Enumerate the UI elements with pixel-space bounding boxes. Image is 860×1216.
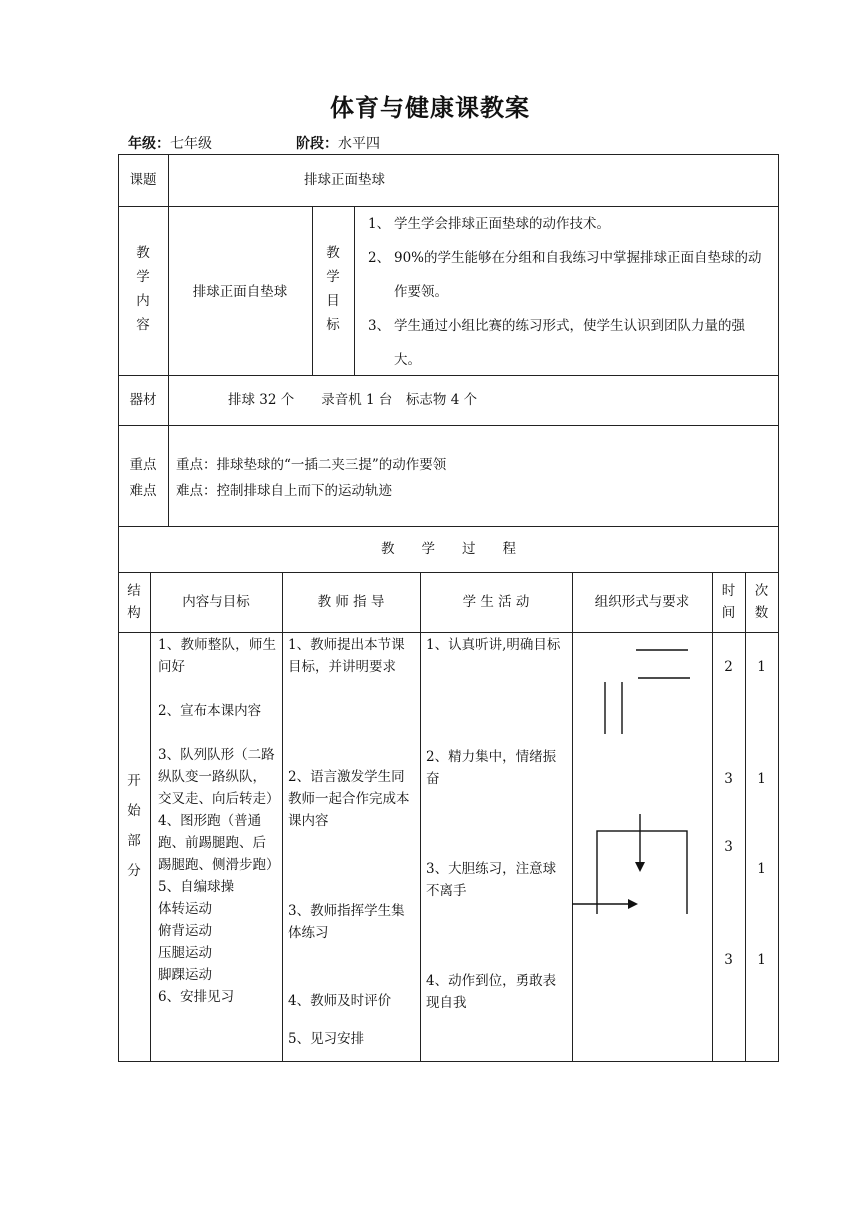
difficult-label: 难点 — [129, 483, 157, 499]
student-item: 2、精力集中，情绪振奋 — [426, 749, 557, 787]
count-value: 1 — [757, 952, 766, 968]
goals-label — [312, 241, 354, 337]
content-column — [158, 634, 280, 1008]
time-value: 2 — [724, 659, 733, 675]
goals-label-char: 教 — [326, 245, 340, 261]
header-time — [712, 580, 745, 624]
count-value: 1 — [757, 659, 766, 675]
grade-label: 年级： — [128, 136, 170, 152]
grade-value: 七年级 — [170, 136, 212, 152]
header-teacher: 教 师 指 导 — [317, 594, 385, 610]
header-count-text: 次数 — [754, 583, 769, 621]
grade-line — [128, 133, 212, 153]
stage-label: 阶段： — [296, 136, 338, 152]
rule — [150, 572, 151, 1062]
topic-value: 排球正面垫球 — [304, 172, 385, 188]
goal-text: 90%的学生能够在分组和自我练习中掌握排球正面自垫球的动作要领。 — [394, 250, 762, 300]
header-count — [745, 580, 778, 624]
goal-item — [368, 207, 770, 241]
content-label-char: 学 — [136, 269, 150, 285]
content-item: 4、图形跑（普通跑、前踢腿跑、后踢腿跑、侧滑步跑） — [158, 813, 280, 873]
rule — [118, 154, 779, 155]
content-item: 俯背运动 — [158, 923, 212, 939]
section-label-char: 开 — [127, 773, 141, 789]
content-value: 排球正面自垫球 — [192, 284, 288, 300]
header-structure-text: 结构 — [127, 583, 141, 621]
stage-value: 水平四 — [338, 136, 380, 152]
topic-label: 课题 — [129, 172, 157, 188]
count-value: 1 — [757, 771, 766, 787]
rule — [712, 572, 713, 1062]
content-item: 2、宣布本课内容 — [158, 703, 262, 719]
section-label-char: 部 — [127, 833, 141, 849]
key-point: 重点：排球垫球的“一插二夹三提”的动作要领 — [176, 457, 447, 473]
run-arrow-head — [628, 899, 638, 909]
field-box — [597, 831, 687, 914]
teacher-item: 5、见习安排 — [288, 1031, 365, 1047]
goal-item — [368, 241, 770, 309]
content-item: 6、安排见习 — [158, 989, 235, 1005]
content-item: 体转运动 — [158, 901, 212, 917]
keypoints-values — [176, 452, 446, 504]
teacher-item: 1、教师提出本节课目标，并讲明要求 — [288, 637, 405, 675]
content-label-char: 内 — [136, 293, 150, 309]
section-label-char: 分 — [127, 863, 141, 879]
time-value: 3 — [724, 771, 733, 787]
stage-line — [296, 133, 380, 153]
content-item: 5、自编球操 — [158, 879, 235, 895]
organization-diagram — [572, 634, 712, 914]
section-label-char: 始 — [127, 803, 141, 819]
goal-number: 2、 — [368, 250, 391, 266]
rule — [118, 425, 779, 426]
goal-number: 3、 — [368, 318, 391, 334]
teacher-item: 4、教师及时评价 — [288, 993, 392, 1009]
header-student: 学 生 活 动 — [462, 594, 530, 610]
goals-list — [368, 207, 770, 377]
rule — [168, 154, 169, 526]
goals-label-char: 学 — [326, 269, 340, 285]
student-item: 1、认真听讲,明确目标 — [426, 637, 561, 653]
key-label: 重点 — [129, 457, 157, 473]
time-value: 3 — [724, 839, 733, 855]
rule — [354, 206, 355, 375]
header-organization: 组织形式与要求 — [594, 594, 690, 610]
teacher-column — [288, 634, 416, 1050]
header-content: 内容与目标 — [182, 594, 250, 610]
rule — [118, 632, 779, 633]
content-item: 3、队列队形（二路纵队变一路纵队，交叉走、向后转走） — [158, 747, 280, 807]
content-label-char: 教 — [136, 245, 150, 261]
goal-number: 1、 — [368, 216, 391, 232]
rule — [118, 526, 779, 527]
student-item: 3、大胆练习，注意球不离手 — [426, 861, 557, 899]
time-value: 3 — [724, 952, 733, 968]
page-title: 体育与健康课教案 — [330, 94, 530, 122]
rule — [745, 572, 746, 1062]
run-arrow-head — [635, 862, 645, 872]
goal-text: 学生通过小组比赛的练习形式，使学生认识到团队力量的强大。 — [394, 318, 745, 368]
teacher-item: 3、教师指挥学生集体练习 — [288, 903, 405, 941]
teacher-item: 2、语言激发学生同教师一起合作完成本课内容 — [288, 769, 410, 829]
keypoints-label — [118, 452, 168, 504]
rule — [282, 572, 283, 1062]
content-item: 压腿运动 — [158, 945, 212, 961]
rule — [118, 1061, 779, 1062]
goal-item — [368, 309, 770, 377]
content-label-char: 容 — [136, 317, 150, 333]
process-title: 教 学 过 程 — [381, 541, 516, 557]
rule — [420, 572, 421, 1062]
student-item: 4、动作到位，勇敢表现自我 — [426, 973, 557, 1011]
header-structure — [118, 580, 150, 624]
rule — [118, 572, 779, 573]
count-value: 1 — [757, 861, 766, 877]
section-label — [118, 766, 150, 886]
difficult-point: 难点：控制排球自上而下的运动轨迹 — [176, 483, 392, 499]
rule — [778, 154, 779, 1062]
goals-label-char: 目 — [326, 293, 340, 309]
content-item: 脚踝运动 — [158, 967, 212, 983]
lesson-plan-table — [118, 154, 779, 1062]
goals-label-char: 标 — [326, 317, 340, 333]
header-time-text: 时间 — [721, 583, 736, 621]
equipment-value: 排球 32 个 录音机 1 台 标志物 4 个 — [228, 392, 478, 408]
goal-text: 学生学会排球正面垫球的动作技术。 — [394, 216, 610, 232]
equipment-label: 器材 — [129, 392, 157, 408]
content-label — [118, 241, 168, 337]
student-column — [426, 634, 566, 1014]
content-item: 1、教师整队，师生问好 — [158, 637, 276, 675]
